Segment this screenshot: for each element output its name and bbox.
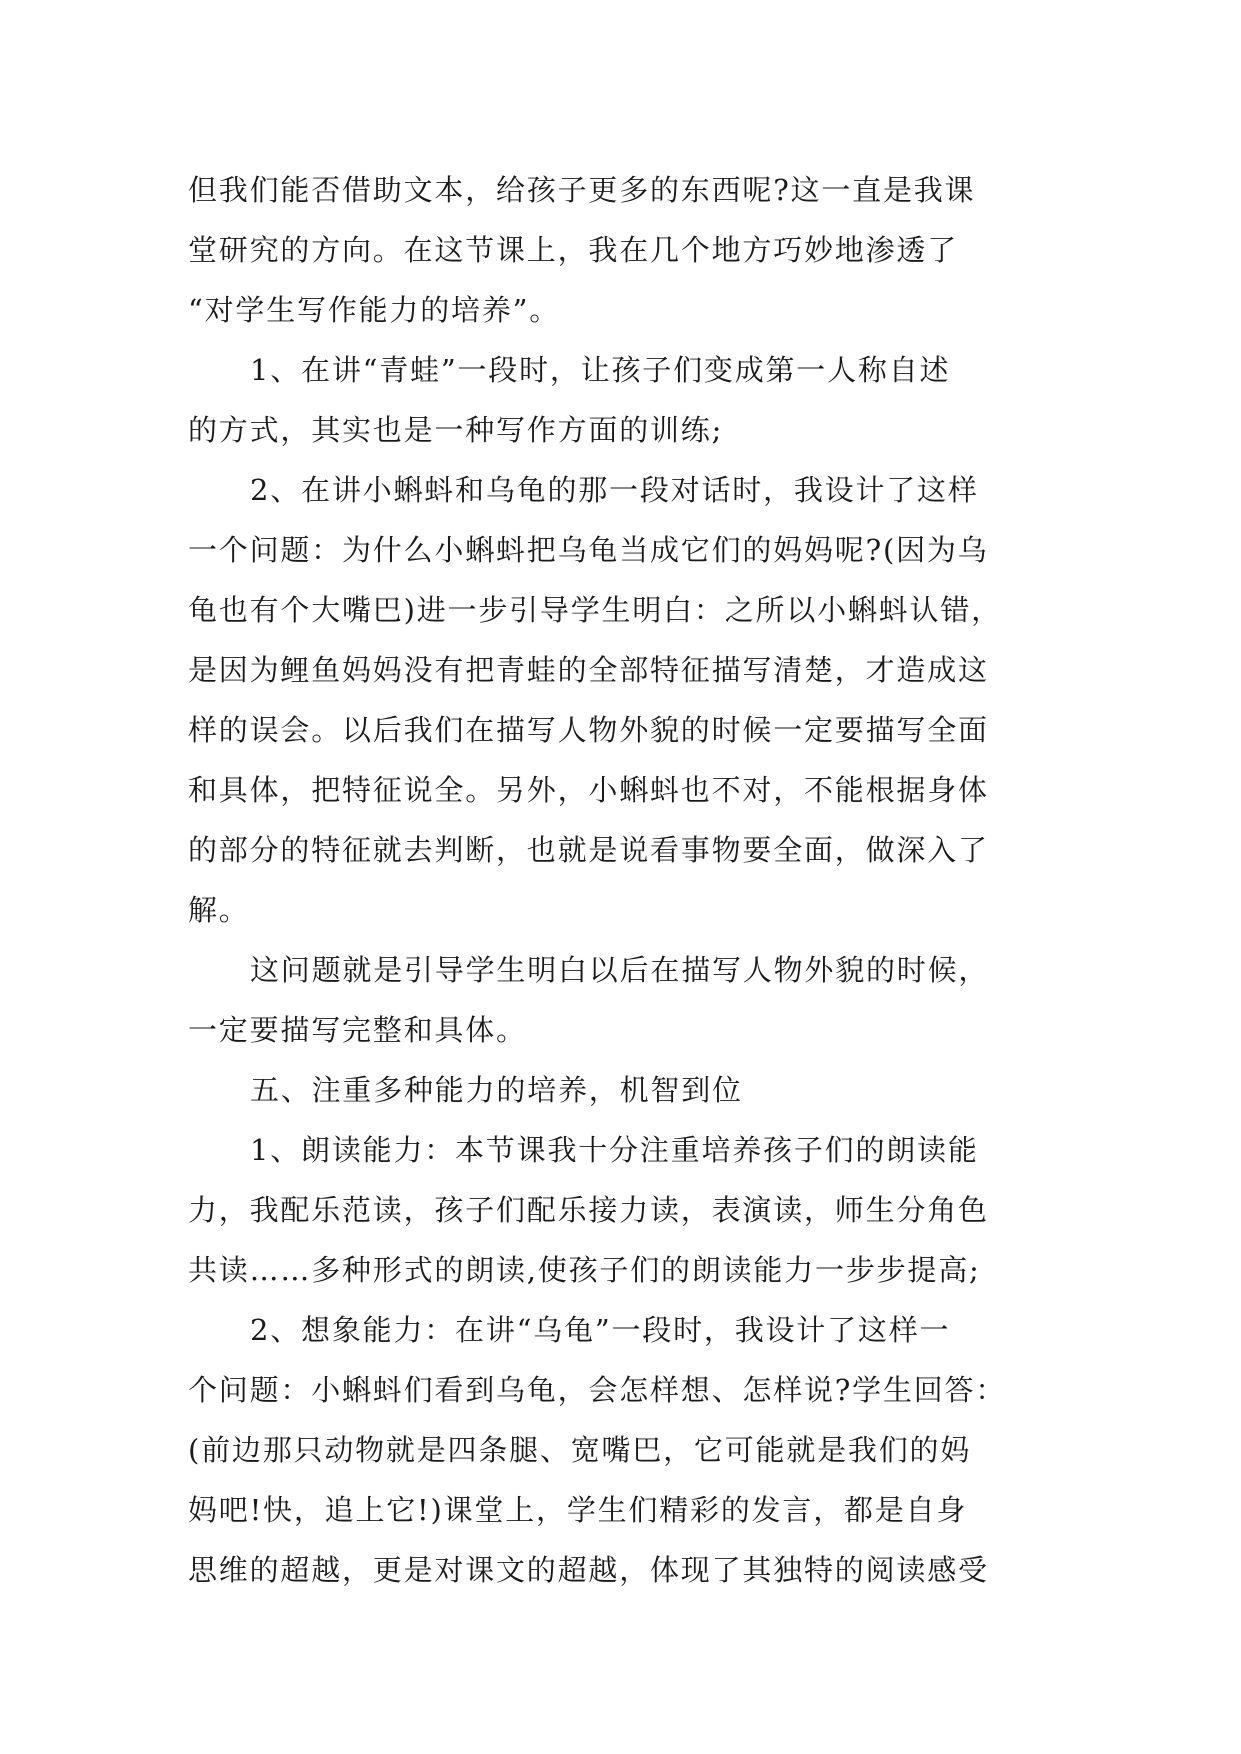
- text-line-6: 2、在讲小蝌蚪和乌龟的那一段对话时，我设计了这样: [250, 473, 979, 507]
- text-line-23: 妈吧!快，追上它!)课堂上，学生们精彩的发言，都是自身: [188, 1493, 968, 1527]
- text-line-14: 这问题就是引导学生明白以后在描写人物外貌的时候，: [250, 953, 990, 987]
- text-line-3: “对学生写作能力的培养”。: [188, 293, 561, 327]
- text-line-9: 是因为鲤鱼妈妈没有把青蛙的全部特征描写清楚，才造成这: [188, 653, 989, 687]
- text-line-22: (前边那只动物就是四条腿、宽嘴巴，它可能就是我们的妈: [188, 1433, 972, 1467]
- text-line-7: 一个问题：为什么小蝌蚪把乌龟当成它们的妈妈呢?(因为乌: [188, 533, 989, 567]
- text-line-15: 一定要描写完整和具体。: [188, 1013, 527, 1047]
- text-line-20: 2、想象能力：在讲“乌龟”一段时，我设计了这样一: [250, 1313, 951, 1347]
- text-line-13: 解。: [188, 893, 250, 927]
- text-line-10: 样的误会。以后我们在描写人物外貌的时候一定要描写全面: [188, 713, 989, 747]
- text-line-21: 个问题：小蝌蚪们看到乌龟，会怎样想、怎样说?学生回答：: [188, 1373, 1007, 1407]
- text-line-12: 的部分的特征就去判断，也就是说看事物要全面，做深入了: [188, 833, 989, 867]
- body-text: [188, 160, 1060, 1600]
- text-line-4: 1、在讲“青蛙”一段时，让孩子们变成第一人称自述: [250, 353, 951, 387]
- text-line-18: 力，我配乐范读，孩子们配乐接力读，表演读，师生分角色: [188, 1193, 989, 1227]
- text-line-1: 但我们能否借助文本，给孩子更多的东西呢?这一直是我课: [188, 173, 976, 207]
- text-line-2: 堂研究的方向。在这节课上，我在几个地方巧妙地渗透了: [188, 233, 959, 267]
- text-line-11: 和具体，把特征说全。另外，小蝌蚪也不对，不能根据身体: [188, 773, 989, 807]
- text-line-17: 1、朗读能力：本节课我十分注重培养孩子们的朗读能: [250, 1133, 979, 1167]
- text-line-8: 龟也有个大嘴巴)进一步引导学生明白：之所以小蝌蚪认错，: [188, 593, 1002, 627]
- text-line-24: 思维的超越，更是对课文的超越，体现了其独特的阅读感受: [188, 1553, 989, 1587]
- section-heading: 五、注重多种能力的培养，机智到位: [250, 1073, 743, 1107]
- text-line-19: 共读……多种形式的朗读,使孩子们的朗读能力一步步提高;: [188, 1253, 981, 1287]
- text-line-5: 的方式，其实也是一种写作方面的训练;: [188, 413, 724, 447]
